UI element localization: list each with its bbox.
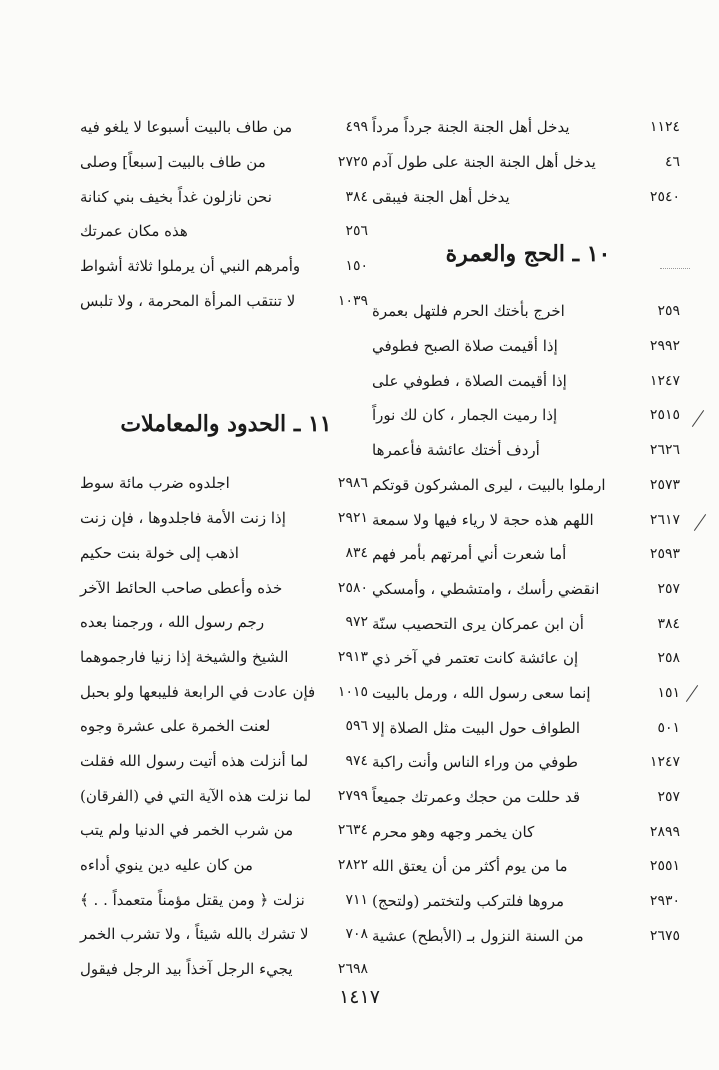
entry-text: لا تشرك بالله شيئاً ، ولا تشرب الخمر: [80, 925, 309, 944]
entry-text: كان يخمر وجهه وهو محرم: [372, 822, 535, 841]
entry-page-number: ٢٨٩٩: [649, 823, 680, 840]
entry-page-number: ٢٧٩٩: [337, 787, 368, 804]
entry-text: لا تنتقب المرأة المحرمة ، ولا تلبس: [80, 291, 296, 310]
index-entry: [372, 363, 684, 398]
entry-text: يدخل أهل الجنة الجنة جرداً مرداً: [372, 118, 570, 137]
entry-page-number: ٥٠١: [657, 719, 680, 736]
entry-text: من طاف بالبيت [سبعاً] وصلى: [80, 153, 266, 172]
index-entry: [372, 433, 684, 468]
entry-page-number: ٢٥٦: [345, 223, 368, 240]
entry-page-number: ٩٧٢: [345, 614, 368, 631]
index-entry: [80, 778, 372, 813]
entry-page-number: ١٥١: [657, 684, 680, 701]
entry-text: الشيخ والشيخة إذا زنيا فارجموهما: [80, 647, 289, 666]
entry-text: انقضي رأسك ، وامتشطي ، وأمسكي: [372, 579, 600, 598]
entry-text: أما شعرت أني أمرتهم بأمر فهم: [372, 545, 567, 564]
entry-text: اخرج بأختك الحرم فلتهل بعمرة: [372, 302, 565, 321]
index-entry: [80, 674, 372, 709]
entry-page-number: ٢٨٢٢: [337, 857, 368, 874]
entry-text: وأمرهم النبي أن يرملوا ثلاثة أشواط: [80, 257, 301, 276]
entry-text: يدخل أهل الجنة الجنة على طول آدم: [372, 153, 596, 172]
entry-page-number: ٢٥٤٠: [649, 188, 680, 205]
entry-text: من كان عليه دين ينوي أداءه: [80, 856, 253, 875]
entry-page-number: ٢٥٧: [657, 580, 680, 597]
entry-text: قد حللت من حجك وعمرتك جميعاً: [372, 788, 581, 807]
entry-text: اجلدوه ضرب مائة سوط: [80, 474, 230, 493]
entry-page-number: ١٢٤٧: [649, 754, 680, 771]
entry-page-number: ٢٩٢١: [337, 510, 368, 527]
entry-text: إنما سعى رسول الله ، ورمل بالبيت: [372, 683, 591, 702]
entry-page-number: ٢٦٢٦: [649, 442, 680, 459]
pencil-check-mark: [686, 685, 698, 702]
left-main-entries: [80, 466, 372, 986]
index-entry: [80, 709, 372, 744]
index-entry: [80, 848, 372, 883]
section-heading-hajj: ١٠ ـ الحج والعمرة: [445, 241, 611, 268]
entry-page-number: ٥٩٦: [345, 718, 368, 735]
pencil-check-mark: [694, 514, 706, 531]
index-entry: [372, 918, 684, 953]
index-entry: [80, 570, 372, 605]
entry-page-number: ٧٠٨: [345, 926, 368, 943]
index-entry: [372, 329, 684, 364]
entry-page-number: ٢٩٩٢: [649, 338, 680, 355]
index-entry: [372, 468, 684, 503]
entry-text: ارملوا بالبيت ، ليرى المشركون قوتكم: [372, 475, 606, 494]
entry-page-number: ٤٦: [664, 154, 680, 171]
index-entry: [80, 605, 372, 640]
entry-text: إذا أقيمت الصلاة ، فطوفي على: [372, 371, 567, 390]
left-top-entries: [80, 110, 372, 318]
entry-text: فإن عادت في الرابعة فليبعها ولو بحبل: [80, 682, 316, 701]
index-entry: [372, 572, 684, 607]
entry-text: إذا زنت الأمة فاجلدوها ، فإن زنت: [80, 509, 286, 528]
entry-text: يجيء الرجل آخذاً بيد الرجل فيقول: [80, 960, 293, 979]
index-entry: [372, 606, 684, 641]
index-entry: [372, 745, 684, 780]
entry-text: لعنت الخمرة على عشرة وجوه: [80, 717, 271, 736]
entry-page-number: ١٥٠: [345, 258, 368, 275]
index-entry: [80, 882, 372, 917]
entry-text: ما من يوم أكثر من أن يعتق الله: [372, 857, 568, 876]
entry-page-number: ١١٢٤: [649, 119, 680, 136]
entry-page-number: ٤٩٩: [345, 119, 368, 136]
entry-page-number: ١٢٤٧: [649, 372, 680, 389]
index-entry: [80, 917, 372, 952]
entry-page-number: ٢٦٣٤: [337, 822, 368, 839]
entry-page-number: ٢٥٨٠: [337, 579, 368, 596]
index-entry: [372, 179, 684, 214]
index-entry: [80, 214, 372, 249]
entry-page-number: ٧١١: [345, 891, 368, 908]
index-entry: [372, 849, 684, 884]
section-heading-hudud: ١١ ـ الحدود والمعاملات: [120, 411, 332, 438]
index-entry: [372, 884, 684, 919]
index-entry: [80, 536, 372, 571]
entry-page-number: ٢٦٩٨: [337, 961, 368, 978]
entry-page-number: ٢٦٧٥: [649, 927, 680, 944]
entry-text: لما أنزلت هذه أتيت رسول الله فقلت: [80, 751, 309, 770]
entry-text: خذه وأعطى صاحب الحائط الآخر: [80, 578, 283, 597]
right-main-entries: [372, 294, 684, 953]
entry-text: لما نزلت هذه الآية التي في (الفرقان): [80, 786, 312, 805]
entry-text: من طاف بالبيت أسبوعا لا يلغو فيه: [80, 118, 293, 137]
right-column: [372, 110, 684, 953]
entry-page-number: ٢٩١٣: [337, 648, 368, 665]
right-top-entries: [372, 110, 684, 214]
index-entry: [80, 501, 372, 536]
entry-page-number: ٢٥٩٣: [649, 546, 680, 563]
entry-text: أن ابن عمركان يرى التحصيب سنّة: [372, 614, 584, 633]
entry-page-number: ٢٦١٧: [649, 511, 680, 528]
entry-text: من السنة النزول بـ (الأبطح) عشية: [372, 926, 584, 945]
entry-page-number: ٢٥٨: [657, 650, 680, 667]
entry-text: أردف أختك عائشة فأعمرها: [372, 441, 540, 460]
entry-page-number: ٢٥٧٣: [649, 476, 680, 493]
index-entry: [372, 537, 684, 572]
entry-page-number: ٢٥١٥: [649, 407, 680, 424]
index-entry: [372, 145, 684, 180]
entry-text: اللهم هذه حجة لا رياء فيها ولا سمعة: [372, 510, 594, 529]
ink-smudge: [660, 268, 690, 275]
entry-text: مروها فلتركب ولتختمر (ولتحج): [372, 892, 565, 911]
entry-text: هذه مكان عمرتك: [80, 222, 188, 241]
index-entry: [80, 249, 372, 284]
index-entry: [80, 466, 372, 501]
index-entry: [80, 952, 372, 987]
index-entry: [80, 179, 372, 214]
index-entry: [372, 294, 684, 329]
entry-page-number: ٣٨٤: [345, 188, 368, 205]
index-entry: [80, 640, 372, 675]
index-entry: [372, 676, 684, 711]
page-number: ١٤١٧: [339, 986, 380, 1008]
index-entry: [372, 502, 684, 537]
index-entry: [372, 780, 684, 815]
index-entry: [372, 641, 684, 676]
index-entry: [372, 814, 684, 849]
pencil-check-mark: [692, 410, 704, 427]
entry-page-number: ١٠٣٩: [337, 292, 368, 309]
entry-text: من شرب الخمر في الدنيا ولم يتب: [80, 821, 294, 840]
entry-page-number: ٢٩٣٠: [649, 893, 680, 910]
entry-page-number: ٩٧٤: [345, 752, 368, 769]
entry-text: يدخل أهل الجنة فيبقى: [372, 187, 510, 206]
index-entry: [80, 145, 372, 180]
spacer: [80, 318, 372, 370]
index-entry: [80, 110, 372, 145]
entry-page-number: ٢٧٢٥: [337, 154, 368, 171]
entry-text: رجم رسول الله ، ورجمنا بعده: [80, 613, 265, 632]
entry-page-number: ٢٩٨٦: [337, 475, 368, 492]
entry-page-number: ٢٥٥١: [649, 858, 680, 875]
index-entry: [80, 813, 372, 848]
entry-page-number: ٢٥٧: [657, 789, 680, 806]
entry-text: الطواف حول البيت مثل الصلاة إلا: [372, 718, 580, 737]
index-entry: [372, 710, 684, 745]
entry-text: طوفي من وراء الناس وأنت راكبة: [372, 753, 578, 772]
index-entry: [80, 283, 372, 318]
entry-page-number: ٢٥٩: [657, 303, 680, 320]
entry-text: اذهب إلى خولة بنت حكيم: [80, 543, 239, 562]
entry-page-number: ٣٨٤: [657, 615, 680, 632]
entry-text: إذا أقيمت صلاة الصبح فطوفي: [372, 337, 558, 356]
index-entry: [80, 744, 372, 779]
left-column: [80, 110, 372, 986]
entry-text: نحن نازلون غداً بخيف بني كنانة: [80, 187, 272, 206]
entry-text: نزلت ﴿ ومن يقتل مؤمناً متعمداً . . ﴾: [80, 890, 305, 909]
entry-page-number: ٨٣٤: [345, 544, 368, 561]
index-entry: [372, 110, 684, 145]
entry-text: إذا رميت الجمار ، كان لك نوراً: [372, 406, 558, 425]
entry-text: إن عائشة كانت تعتمر في آخر ذي: [372, 649, 579, 668]
entry-page-number: ١٠١٥: [337, 683, 368, 700]
index-entry: [372, 398, 684, 433]
